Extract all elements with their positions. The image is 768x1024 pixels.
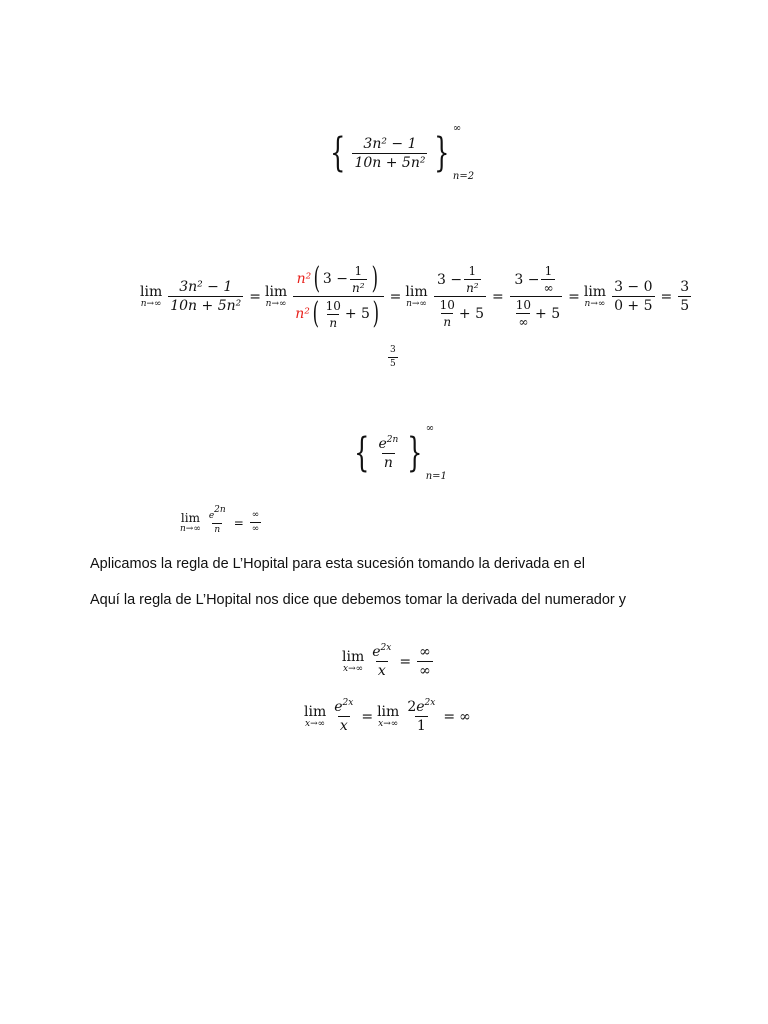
lim-operator: lim x→∞ <box>304 703 327 729</box>
lim-operator: lim n→∞ <box>140 283 163 309</box>
limit4-result: ∞ <box>459 708 471 725</box>
sequence-1 <box>325 124 474 182</box>
right-brace: } <box>407 430 423 476</box>
left-brace: { <box>330 130 346 176</box>
seq1-numerator: 3n² − 1 <box>363 135 417 152</box>
small-result: $\frac{3}{5}$ <box>390 345 396 369</box>
seq2-fraction: $\frac{e^{2n}}{n}$ <box>378 434 399 471</box>
limit1-step1: $\frac{\text{3n² − 1}}{\text{10n + 5n²}}$ <box>170 279 242 314</box>
seq1-denominator: 10n + 5n² <box>354 154 426 171</box>
lim-operator: lim n→∞ <box>405 283 428 309</box>
lim-operator: lim x→∞ <box>377 703 400 729</box>
lim-operator: lim n→∞ <box>180 510 201 534</box>
right-brace: } <box>434 130 450 176</box>
sequence-2 <box>349 424 447 482</box>
limit-3: lim x→∞ $\frac{e^{2x}}{x}$ = $\frac{\infty}{\infty}$ <box>342 643 431 679</box>
limit1-step4: 3 − $\frac{1}{\infty}$ $\frac{10}{\infty}$ + 5 <box>510 265 562 328</box>
limit-chain-1: lim n→∞ $\frac{\text{3n² − 1}}{\text{10n + 5n²}}$ = lim n→∞ n² ( 3 − $\frac{1}{\text{n²}}$ ) n² ( $\frac{10}{n}$ + 5 ) = lim n→∞ 3 − $\frac{1}{\text{n²}}$ $\frac{10}{n}$ + 5 = 3 − $\frac{1}{\infty}$ $\frac{10}{\infty}$ + 5 = lim n→∞ $\frac{3 - 0}{0 + 5}$ = $\frac{3}{5}$ <box>140 261 690 331</box>
paragraph-line-2: Aquí la regla de L’Hopital nos dice que debemos tomar la derivada del numerador y <box>90 592 627 608</box>
left-brace: { <box>354 430 370 476</box>
limit1-step5: $\frac{3 - 0}{0 + 5}$ <box>614 279 653 314</box>
lim-operator: lim n→∞ <box>264 283 288 309</box>
lim-operator: lim n→∞ <box>583 283 607 309</box>
factored-term: n² <box>295 306 310 322</box>
seq1-lower: n=2 <box>452 171 475 182</box>
limit1-step3: 3 − $\frac{1}{\text{n²}}$ $\frac{10}{n}$ + 5 <box>434 265 486 328</box>
limit-2: lim n→∞ $\frac{e^{2n}}{n}$ = $\frac{\infty}{\infty}$ <box>180 505 260 535</box>
paragraph-line-1: Aplicamos la regla de L’Hopital para esta sucesión tomando la derivada en el <box>90 556 585 572</box>
seq1-fraction <box>352 137 427 170</box>
seq1-upper: ∞ <box>452 123 462 134</box>
lim-operator: lim x→∞ <box>342 648 365 674</box>
limit1-step2: n² ( 3 − $\frac{1}{\text{n²}}$ ) n² ( $\frac{10}{n}$ + 5 ) <box>293 264 383 329</box>
factored-term: n² <box>296 271 312 287</box>
limit-4: lim x→∞ $\frac{e^{2x}}{x}$ = lim x→∞ $\frac{2e^{2x}}{1}$ = ∞ <box>304 698 471 734</box>
seq2-bounds: ∞ n=1 <box>425 423 447 482</box>
seq1-bounds <box>453 124 474 182</box>
limit1-result: $\frac{3}{5}$ <box>680 279 690 314</box>
